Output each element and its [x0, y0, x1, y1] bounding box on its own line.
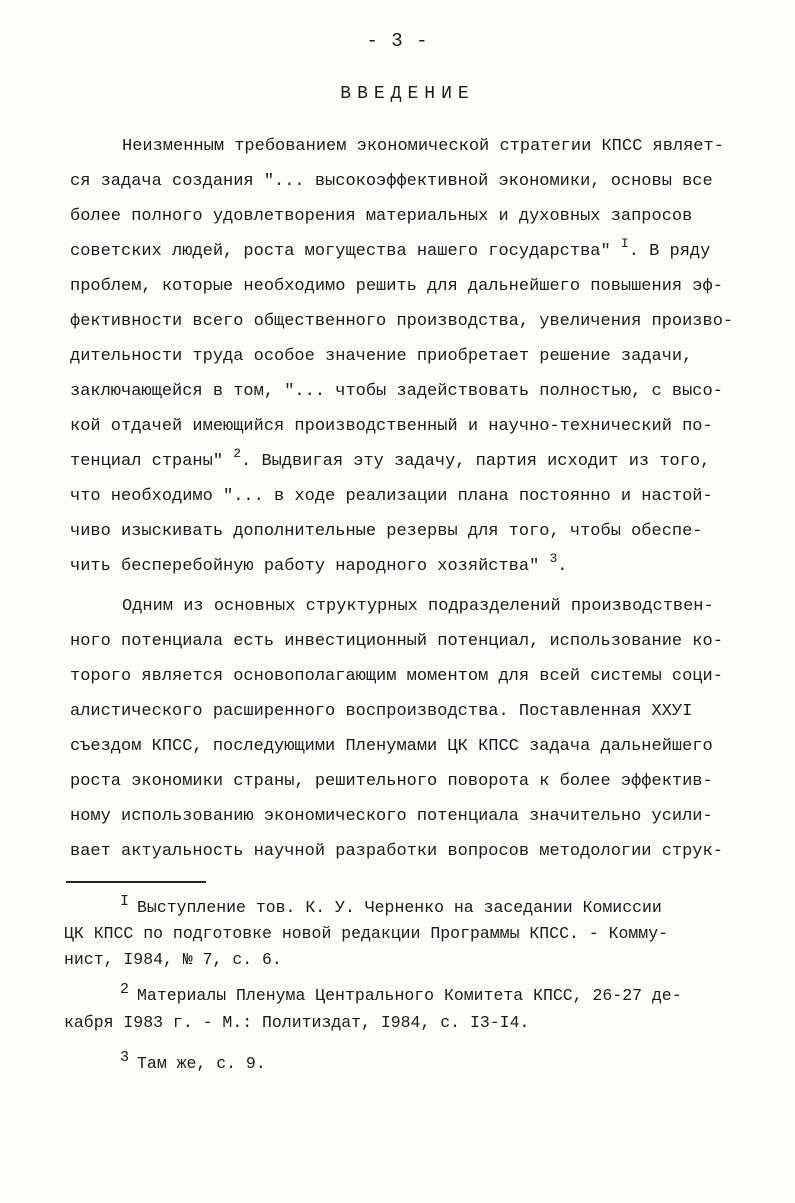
footnote-ref: 3	[549, 551, 558, 566]
text-segment: . Выдвигая эту задачу, партия исходит из того,	[241, 452, 711, 471]
text-segment: чить бесперебойную работу народного хозяйства"	[70, 557, 550, 576]
footnote-divider	[66, 881, 206, 883]
footnote-marker: 3	[120, 1049, 130, 1066]
page-number: - 3 -	[366, 30, 429, 52]
text-line: что необходимо "... в ходе реализации плана постоянно и настой-	[70, 487, 713, 506]
text-line: алистического расширенного воспроизводства. Поставленная ХХУI	[70, 702, 693, 721]
text-line: дительности труда особое значение приобретает решение задачи,	[70, 347, 693, 366]
footnote-2-line: кабря I983 г. - М.: Политиздат, I984, с. I3-I4.	[64, 1013, 530, 1032]
text-segment: . В ряду	[628, 242, 711, 261]
text-line: более полного удовлетворения материальных и духовных запросов	[70, 207, 693, 226]
text-line: чиво изыскивать дополнительные резервы для того, чтобы обеспе-	[70, 522, 703, 541]
text-segment: .	[557, 557, 568, 576]
text-segment: советских людей, роста могущества нашего государства"	[70, 242, 621, 261]
section-heading: ВВЕДЕНИЕ	[340, 84, 475, 104]
text-line	[70, 551, 568, 577]
text-line: ся задача создания "... высокоэффективной экономики, основы все	[70, 172, 713, 191]
text-line: съездом КПСС, последующими Пленумами ЦК КПСС задача дальнейшего	[70, 737, 713, 756]
text-line: фективности всего общественного производства, увеличения произво-	[70, 312, 734, 331]
footnote-text: Там же, с. 9.	[137, 1054, 266, 1073]
text-line: Одним из основных структурных подразделений производствен-	[122, 597, 714, 616]
text-line: кой отдачей имеющийся производственный и научно-технический по-	[70, 417, 713, 436]
footnote-1-line: нист, I984, № 7, с. 6.	[64, 950, 282, 969]
text-line: заключающейся в том, "... чтобы задействовать полностью, с высо-	[70, 382, 723, 401]
footnote-text: Выступление тов. К. У. Черненко на заседании Комиссии	[137, 898, 662, 917]
text-line	[70, 446, 711, 472]
text-line: Неизменным требованием экономической стратегии КПСС являет-	[122, 137, 724, 156]
footnote-ref: I	[620, 236, 629, 251]
text-line: ного потенциала есть инвестиционный потенциал, использование ко-	[70, 632, 723, 651]
text-line: вает актуальность научной разработки вопросов методологии струк-	[70, 842, 723, 861]
footnote-1	[120, 893, 662, 919]
footnote-2	[120, 981, 682, 1007]
text-line: роста экономики страны, решительного поворота к более эффектив-	[70, 772, 713, 791]
text-line	[70, 236, 711, 262]
text-line: торого является основополагающим моментом для всей системы соци-	[70, 667, 723, 686]
footnote-1-line: ЦК КПСС по подготовке новой редакции Программы КПСС. - Комму-	[64, 924, 668, 943]
footnote-text: Материалы Пленума Центрального Комитета КПСС, 26-27 де-	[137, 986, 682, 1005]
text-line: ному использованию экономического потенциала значительно усили-	[70, 807, 713, 826]
footnote-ref: 2	[233, 446, 242, 461]
footnote-marker: I	[120, 893, 130, 910]
text-segment: тенциал страны"	[70, 452, 234, 471]
footnote-3	[120, 1049, 266, 1075]
footnote-marker: 2	[120, 981, 130, 998]
text-line: проблем, которые необходимо решить для дальнейшего повышения эф-	[70, 277, 723, 296]
